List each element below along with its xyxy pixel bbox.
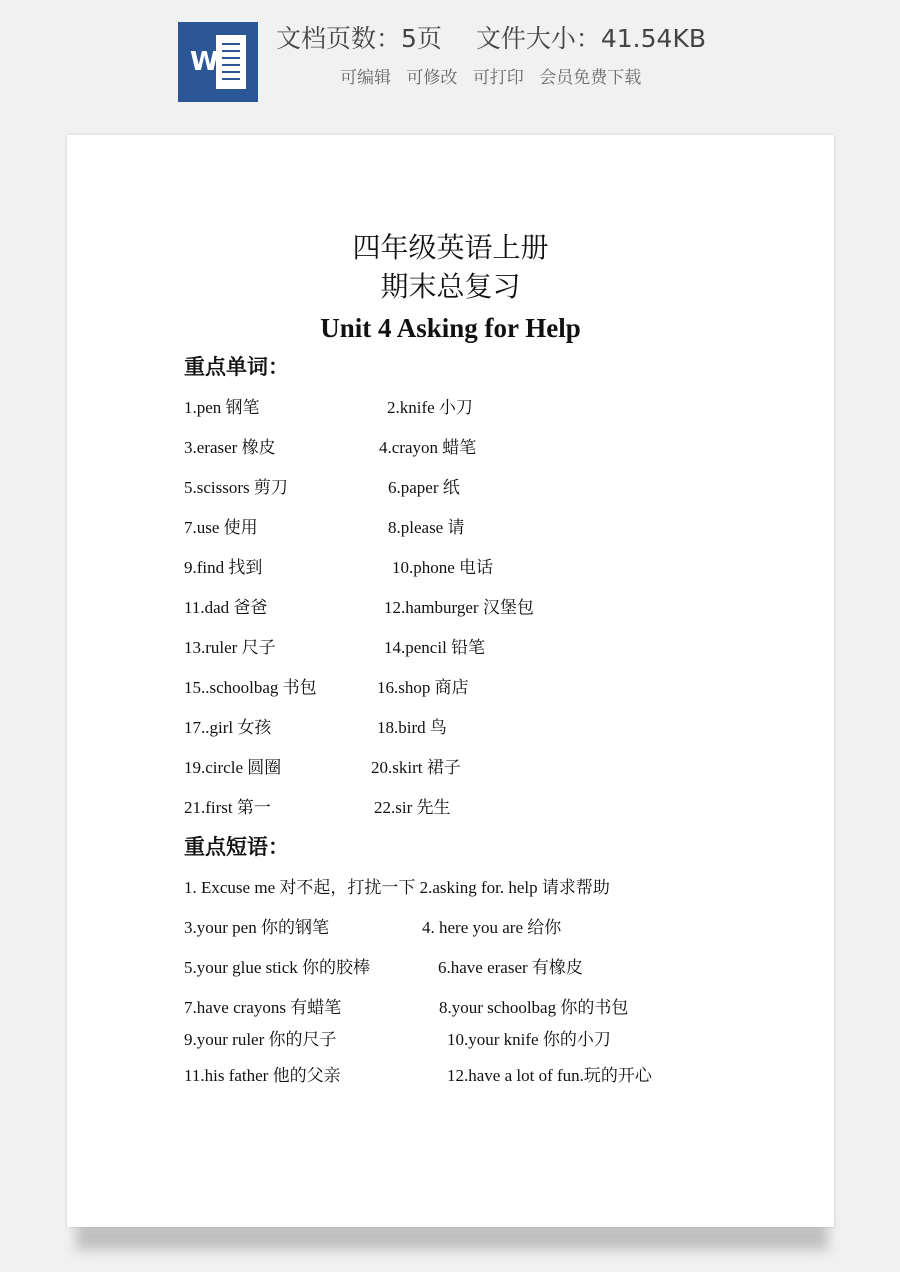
phrase-row <box>184 996 744 1020</box>
word-item: 17..girl 女孩 <box>184 718 272 737</box>
capability-modifiable: 可修改 <box>406 68 458 88</box>
word-row <box>184 596 744 620</box>
document-info-header <box>0 0 900 120</box>
word-item: 12.hamburger 汉堡包 <box>384 598 534 617</box>
capability-free-download: 会员免费下载 <box>539 68 642 88</box>
title-unit: Unit 4 Asking for Help <box>320 313 581 343</box>
word-item: 20.skirt 裙子 <box>371 758 461 777</box>
word-row <box>184 676 744 700</box>
word-item: 5.scissors 剪刀 <box>184 478 288 497</box>
word-item: 11.dad 爸爸 <box>184 598 268 617</box>
word-row <box>184 396 744 420</box>
word-item: 10.phone 电话 <box>392 558 494 577</box>
word-row <box>184 516 744 540</box>
title-grade: 四年级英语上册 <box>352 231 549 264</box>
phrase-item: 7.have crayons 有蜡笔 <box>184 998 342 1017</box>
phrase-row <box>184 1064 744 1088</box>
words-heading: 重点单词： <box>184 355 289 379</box>
word-item: 15..schoolbag 书包 <box>184 678 317 697</box>
phrase-item: 5.your glue stick 你的胶棒 <box>184 958 371 977</box>
phrase-item: 3.your pen 你的钢笔 <box>184 918 329 937</box>
phrase-item: 9.your ruler 你的尺子 <box>184 1030 337 1049</box>
capabilities <box>340 66 760 90</box>
word-item: 6.paper 纸 <box>388 478 460 497</box>
word-item: 8.please 请 <box>388 518 465 537</box>
document-page <box>67 135 834 1227</box>
word-icon <box>178 22 258 102</box>
word-item: 19.circle 圆圈 <box>184 758 282 777</box>
phrase-row <box>184 956 744 980</box>
word-item: 9.find 找到 <box>184 558 263 577</box>
phrase-row <box>184 876 784 900</box>
file-meta <box>276 22 836 56</box>
word-item: 18.bird 鸟 <box>377 718 447 737</box>
word-item: 7.use 使用 <box>184 518 258 537</box>
capability-printable: 可打印 <box>472 68 524 88</box>
word-item: 16.shop 商店 <box>377 678 469 697</box>
word-row <box>184 796 744 820</box>
phrases-heading: 重点短语： <box>184 835 289 859</box>
phrase-item: 6.have eraser 有橡皮 <box>438 958 583 977</box>
word-row <box>184 436 744 460</box>
file-size: 文件大小：41.54KB <box>475 24 706 53</box>
phrase-item: 8.your schoolbag 你的书包 <box>439 998 629 1017</box>
word-row <box>184 636 744 660</box>
capability-editable: 可编辑 <box>340 68 391 88</box>
page-count: 文档页数：5页 <box>276 24 442 53</box>
word-item: 21.first 第一 <box>184 798 271 817</box>
phrase-row <box>184 916 744 940</box>
phrase-item: 10.your knife 你的小刀 <box>447 1030 611 1049</box>
word-row <box>184 476 744 500</box>
word-item: 22.sir 先生 <box>374 798 451 817</box>
word-letter: W <box>190 47 219 77</box>
phrase-item: 4. here you are 给你 <box>422 918 562 937</box>
phrase-row <box>184 1028 744 1052</box>
word-item: 4.crayon 蜡笔 <box>379 438 477 457</box>
word-item: 2.knife 小刀 <box>387 398 473 417</box>
word-row <box>184 556 744 580</box>
phrase-item: 1. Excuse me 对不起，打扰一下 2.asking for. help 请求帮助 <box>184 878 610 897</box>
word-item: 13.ruler 尺子 <box>184 638 276 657</box>
phrase-item: 12.have a lot of fun.玩的开心 <box>447 1066 652 1085</box>
word-item: 3.eraser 橡皮 <box>184 438 276 457</box>
word-row <box>184 756 744 780</box>
title-review: 期末总复习 <box>380 270 521 303</box>
phrase-item: 11.his father 他的父亲 <box>184 1066 341 1085</box>
word-row <box>184 716 744 740</box>
word-item: 14.pencil 铅笔 <box>384 638 486 657</box>
word-item: 1.pen 钢笔 <box>184 398 260 417</box>
